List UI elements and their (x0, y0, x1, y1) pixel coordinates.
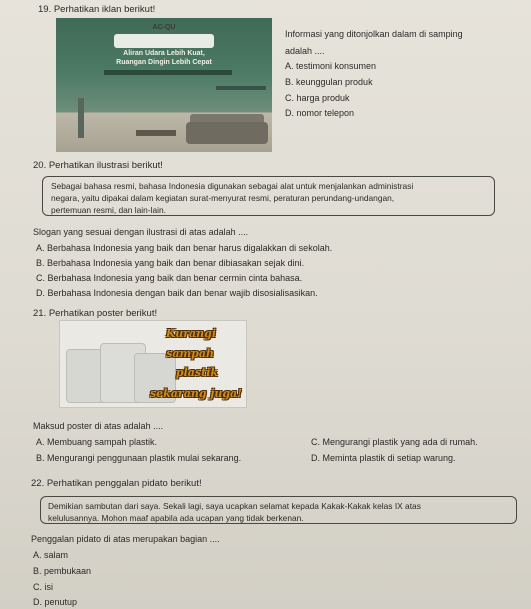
q22-option-c[interactable]: C. isi (33, 582, 53, 592)
q20-heading: 20. Perhatikan ilustrasi berikut! (33, 160, 163, 171)
plastic-poster-image (59, 320, 247, 408)
q22-heading: 22. Perhatikan penggalan pidato berikut! (31, 478, 202, 489)
q19-option-a[interactable]: A. testimoni konsumen (285, 61, 377, 71)
q21-question: Maksud poster di atas adalah .... (33, 421, 164, 431)
q21-option-a[interactable]: A. Membuang sampah plastik. (36, 437, 158, 447)
q21-heading: 21. Perhatikan poster berikut! (33, 308, 158, 319)
q22-box-line2: kelulusannya. Mohon maaf apabila ada ucapan yang tidak berkenan. (48, 513, 304, 523)
ad-sofa (186, 122, 268, 144)
q19-option-b[interactable]: B. keunggulan produk (285, 77, 373, 87)
q20-option-a[interactable]: A. Berbahasa Indonesia yang baik dan benar harus digalakkan di sekolah. (36, 243, 333, 253)
q21-option-d[interactable]: D. Meminta plastik di setiap warung. (311, 453, 456, 463)
q21-option-b[interactable]: B. Mengurangi penggunaan plastik mulai sekarang. (36, 453, 242, 463)
q20-box-line2: negara, yaitu dipakai dalam kegiatan surat-menyurat resmi, peraturan perundang-undangan, (51, 193, 395, 203)
poster-word-sampah: sampah (166, 347, 214, 360)
q19-question-line2: adalah .... (285, 46, 325, 56)
q22-option-a[interactable]: A. salam (33, 550, 69, 560)
q20-option-c[interactable]: C. Berbahasa Indonesia yang baik dan benar cermin cinta bahasa. (36, 273, 303, 283)
q20-illustration-box (42, 176, 495, 216)
ad-brand: AC-QU (152, 24, 176, 31)
q19-question-line1: Informasi yang ditonjolkan dalam di samping (285, 29, 463, 39)
ad-wall-shelf (216, 86, 266, 90)
q20-question: Slogan yang sesuai dengan ilustrasi di atas adalah .... (33, 227, 249, 237)
q20-box-line1: Sebagai bahasa resmi, bahasa Indonesia digunakan sebagai alat untuk menjalankan administrasi (51, 181, 414, 191)
q20-option-b[interactable]: B. Berbahasa Indonesia yang baik dan benar dibiasakan sejak dini. (36, 258, 305, 268)
ad-floor-lamp (78, 98, 84, 138)
q22-option-d[interactable]: D. penutup (33, 597, 78, 607)
q22-speech-box (40, 496, 517, 524)
q21-option-c[interactable]: C. Mengurangi plastik yang ada di rumah. (311, 437, 478, 447)
poster-word-plastik: plastik (175, 366, 218, 379)
poster-word-sekarang-juga: sekarang juga! (149, 387, 242, 400)
poster-word-kurangi: Kurangi (165, 327, 216, 340)
ad-info-strip (104, 70, 232, 75)
q19-heading: 19. Perhatikan iklan berikut! (38, 4, 156, 15)
q19-option-c[interactable]: C. harga produk (285, 93, 350, 103)
ad-coffee-table (136, 130, 176, 136)
q20-box-line3: pertemuan resmi, dan lain-lain. (51, 205, 166, 215)
air-conditioner-unit (114, 34, 214, 48)
q22-question: Penggalan pidato di atas merupakan bagian .... (31, 534, 220, 544)
q22-box-line1: Demikian sambutan dari saya. Sekali lagi, saya ucapkan selamat kepada Kakak-Kakak kelas IX atas (48, 501, 421, 511)
ad-tagline-1: Aliran Udara Lebih Kuat, (123, 50, 205, 57)
q20-option-d[interactable]: D. Berbahasa Indonesia dengan baik dan benar wajib disosialisasikan. (36, 288, 318, 298)
ac-advertisement-image (56, 18, 272, 152)
ad-tagline-2: Ruangan Dingin Lebih Cepat (116, 59, 212, 66)
q19-option-d[interactable]: D. nomor telepon (285, 108, 355, 118)
q22-option-b[interactable]: B. pembukaan (33, 566, 92, 576)
